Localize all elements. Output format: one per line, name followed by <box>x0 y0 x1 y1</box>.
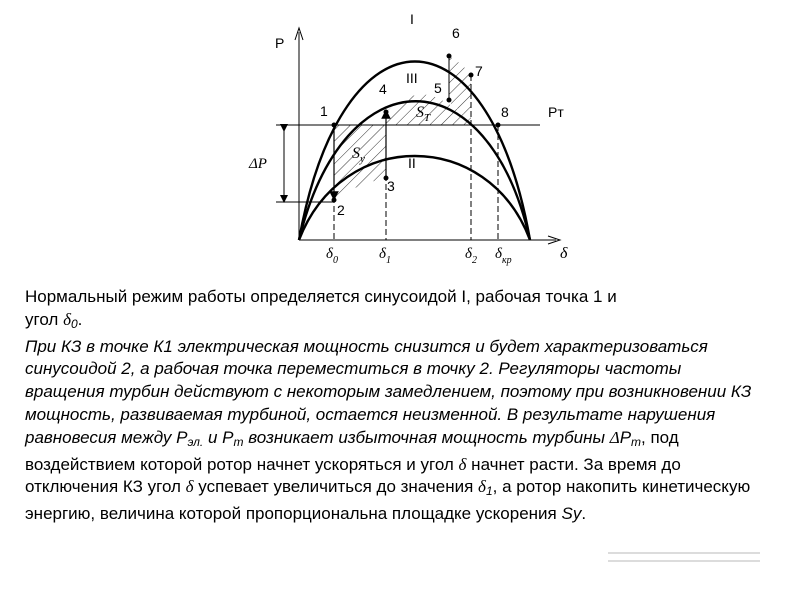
normal-text-e: начнет расти. За время до отключения КЗ угол <box>25 454 681 497</box>
description-text <box>25 286 765 526</box>
delta0-symbol: δ <box>63 309 71 329</box>
power-angle-diagram <box>0 0 800 285</box>
decorative-line-1 <box>608 552 760 554</box>
delta-cap-symbol: Δ <box>609 427 620 447</box>
sy-symbol: Sy <box>561 504 582 524</box>
delta0-sub: 0 <box>70 316 78 331</box>
deceleration-area-label: $S_T$ <box>416 104 431 124</box>
point-7-label: 7 <box>475 63 483 79</box>
delta-symbol-2: δ <box>185 477 194 497</box>
point-1 <box>332 123 337 128</box>
point-7 <box>469 73 474 78</box>
normal-mode-line: Нормальный режим работы определяется синусоидой I, рабочая точка 1 и <box>25 287 617 306</box>
turbine-power-label: Pт <box>548 104 564 120</box>
delta-p-label: ΔP <box>249 156 267 172</box>
delta-symbol-1: δ <box>458 454 467 474</box>
delta0-label: $\delta_0$ <box>326 246 338 266</box>
delta2-label: $\delta_2$ <box>465 246 477 266</box>
curve-i-label: I <box>410 11 414 27</box>
decorative-line-2 <box>608 560 760 562</box>
pm-sub: т <box>631 434 642 449</box>
point-3-label: 3 <box>387 178 395 194</box>
y-axis-label: P <box>275 35 285 51</box>
p-t-sub: т <box>233 434 244 449</box>
normal-text-g: , а ротор накопить кинетическую энергию, величина которой пропорциональна площадке ускорения <box>25 477 751 524</box>
final-period: . <box>581 504 587 524</box>
point-5-label: 5 <box>434 80 442 96</box>
point-4-label: 4 <box>379 81 387 97</box>
normal-text-d: , под воздействием которой ротор начнет ускоряться и угол <box>25 427 679 474</box>
acceleration-area-label: $S_y$ <box>352 145 365 165</box>
normal-text-f: успевает увеличиться до значения <box>193 477 479 497</box>
point-6 <box>447 54 452 59</box>
point-5 <box>447 98 452 103</box>
fault-paragraph <box>25 336 765 526</box>
point-8-label: 8 <box>501 104 509 120</box>
delta1-label: $\delta_1$ <box>379 246 391 266</box>
point-2-label: 2 <box>337 202 345 218</box>
curve-iii-label: III <box>406 70 418 86</box>
p-el-sub: эл. <box>187 434 204 449</box>
point-6-label: 6 <box>452 25 460 41</box>
point-1-label: 1 <box>320 103 328 119</box>
point-4 <box>384 110 389 115</box>
curve-ii-label: II <box>408 155 416 171</box>
deltakr-label: $\delta_{кр}$ <box>495 246 512 266</box>
fault-text-b: и P <box>203 427 234 447</box>
period: . <box>77 309 83 329</box>
delta1-sub: 1 <box>485 484 493 499</box>
point-2 <box>332 198 337 203</box>
fault-text-c: возникает избыточная мощность турбины <box>243 427 610 447</box>
delta-symbol-3: δ <box>478 477 486 497</box>
angle-word: угол <box>25 309 64 329</box>
point-8 <box>496 123 501 128</box>
x-axis-label: δ <box>560 245 568 262</box>
normal-mode-paragraph <box>25 286 765 336</box>
fault-text-a: При КЗ в точке К1 электрическая мощность снизится и будет характеризоваться синусоидой 2, а рабочая точка переместиться в точку 2. Регуляторы частоты вращения турбин действуют с некоторым замедлением, поэтому при возникновении КЗ мощность, развиваемая турбиной, остается неизменной. В результате нарушения равновесия между P <box>25 336 752 447</box>
pm-symbol: P <box>619 427 632 447</box>
